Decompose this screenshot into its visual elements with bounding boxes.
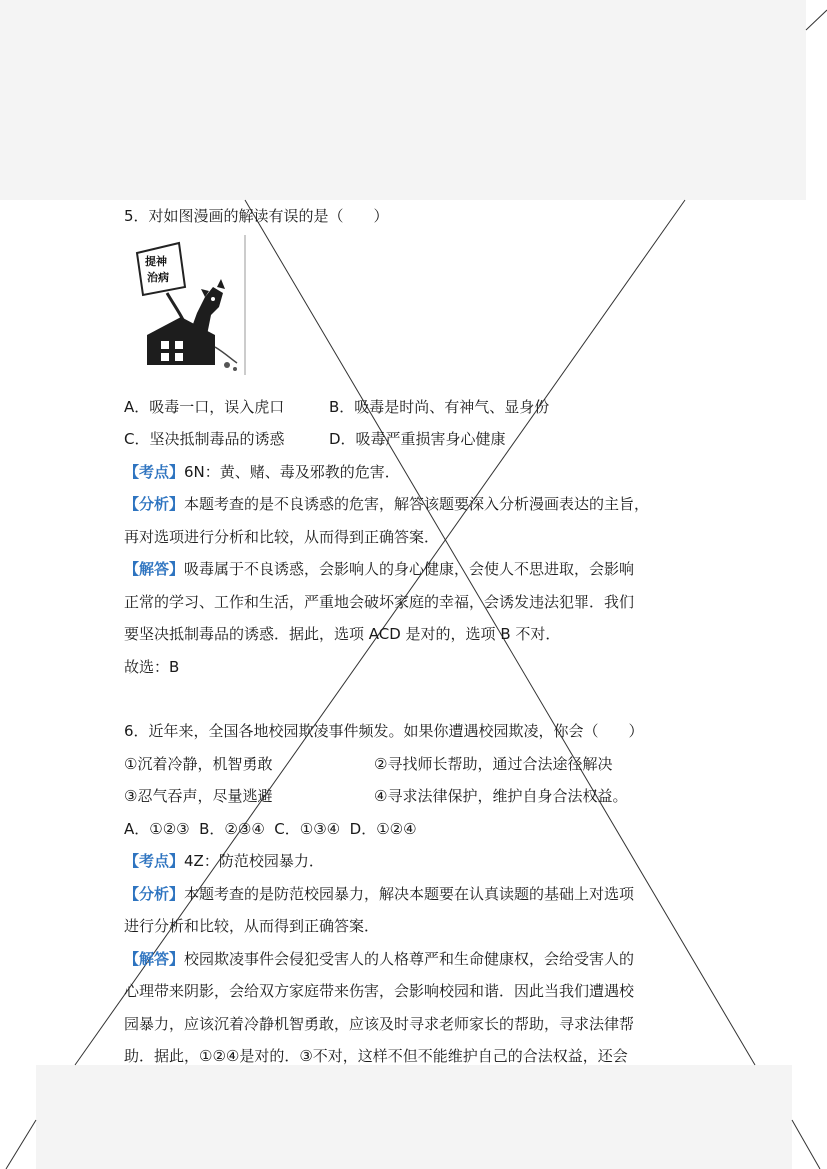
kaodian-text: 4Z：防范校园暴力．	[184, 852, 324, 870]
fenxi-tag: 【分析】	[124, 884, 185, 903]
q5-options-row-2	[124, 423, 704, 456]
q6-choices-row-1	[124, 748, 704, 781]
q5-options-row-1	[124, 391, 704, 424]
spacer	[124, 683, 704, 715]
q6-fenxi-line-1	[124, 878, 704, 911]
q5-answer: 故选：B	[124, 657, 180, 676]
jieda-text: 吸毒属于不良诱惑，会影响人的身心健康，会使人不思进取，会影响	[184, 560, 635, 578]
drug-cartoon-image	[127, 235, 251, 375]
q6-choice-4[interactable]: ④寻求法律保护，维护自身合法权益。	[374, 787, 628, 805]
q5-fenxi-line-2: 再对选项进行分析和比较，从而得到正确答案．	[124, 527, 440, 546]
q6-options[interactable]: A．①②③ B．②③④ C．①③④ D．①②④	[124, 819, 417, 838]
q6-jieda-line-3: 园暴力，应该沉着冷静机智勇敢，应该及时寻求老师家长的帮助，寻求法律帮	[124, 1014, 635, 1033]
svg-text:治病: 治病	[147, 270, 169, 284]
q5-option-b[interactable]: B．吸毒是时尚、有神气、显身份	[329, 397, 550, 416]
q5-jieda-line-3: 要坚决抵制毒品的诱惑．据此，选项 ACD 是对的，选项 B 不对．	[124, 625, 561, 643]
q5-option-a[interactable]: A．吸毒一口，误入虎口	[124, 397, 285, 416]
q6-jieda-line-2: 心理带来阴影，会给双方家庭带来伤害，会影响校园和谐．因此当我们遭遇校	[124, 982, 635, 1000]
q6-choices-row-2	[124, 780, 704, 813]
jieda-tag: 【解答】	[124, 949, 185, 968]
q6-jieda-line-4: 助．据此，①②④是对的．③不对，这样不但不能维护自己的合法权益，还会	[124, 1047, 628, 1065]
svg-text:提神: 提神	[145, 254, 167, 268]
q5-jieda-line-2: 正常的学习、工作和生活，严重地会破坏家庭的幸福，会诱发违法犯罪．我们	[124, 592, 635, 611]
q6-choice-1[interactable]: ①沉着冷静，机智勇敢	[124, 754, 273, 773]
q6-kaodian	[124, 845, 704, 878]
q6-fenxi-line-2: 进行分析和比较，从而得到正确答案．	[124, 917, 380, 935]
kaodian-tag: 【考点】	[124, 462, 185, 481]
fenxi-text: 本题考查的是防范校园暴力，解决本题要在认真读题的基础上对选项	[184, 884, 635, 903]
q6-choice-3[interactable]: ③忍气吞声，尽量逃避	[124, 787, 273, 805]
q5-fenxi-line-1	[124, 488, 704, 521]
kaodian-text: 6N：黄、赌、毒及邪教的危害．	[184, 462, 400, 481]
q6-choice-2[interactable]: ②寻找师长帮助，通过合法途径解决	[374, 754, 613, 773]
cartoon-drawing	[127, 235, 251, 375]
jieda-tag: 【解答】	[124, 560, 185, 578]
q5-option-d[interactable]: D．吸毒严重损害身心健康	[329, 430, 506, 448]
q5-title: 5．对如图漫画的解读有误的是（ ）	[124, 207, 389, 225]
q6-jieda-line-1	[124, 943, 704, 976]
q6-title: 6．近年来，全国各地校园欺凌事件频发。如果你遭遇校园欺凌，你会（ ）	[124, 722, 644, 740]
q5-jieda-line-1	[124, 553, 704, 586]
fenxi-text: 本题考查的是不良诱惑的危害，解答该题要深入分析漫画表达的主旨，	[184, 495, 650, 513]
q5-kaodian	[124, 456, 704, 489]
q5-option-c[interactable]: C．坚决抵制毒品的诱惑	[124, 430, 285, 448]
kaodian-tag: 【考点】	[124, 852, 185, 870]
document-body	[124, 200, 704, 1073]
fenxi-tag: 【分析】	[124, 495, 185, 513]
jieda-text: 校园欺凌事件会侵犯受害人的人格尊严和生命健康权，会给受害人的	[184, 949, 635, 968]
